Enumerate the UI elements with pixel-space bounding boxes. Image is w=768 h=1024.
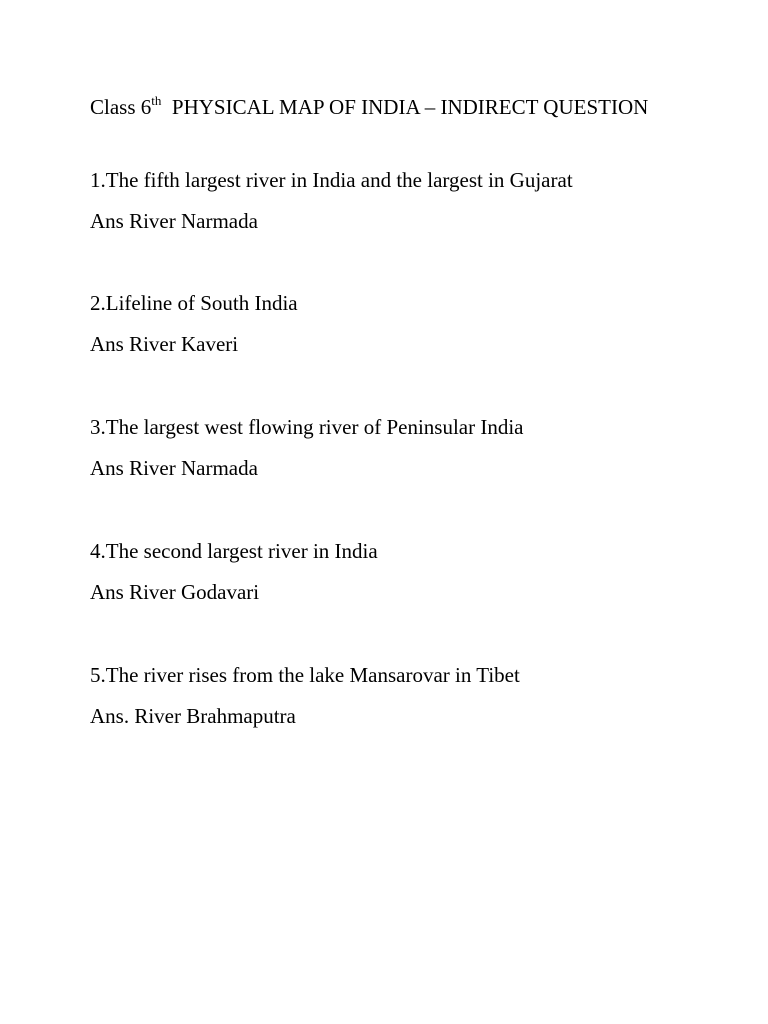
question-3: 3.The largest west flowing river of Peninsular India xyxy=(90,415,524,439)
answer-5: Ans. River Brahmaputra xyxy=(90,704,296,728)
class-suffix: th xyxy=(151,93,162,108)
answer-2: Ans River Kaveri xyxy=(90,332,239,356)
question-5: 5.The river rises from the lake Mansarovar in Tibet xyxy=(90,663,520,687)
question-2: 2.Lifeline of South India xyxy=(90,291,298,315)
question-1: 1.The fifth largest river in India and the largest in Gujarat xyxy=(90,168,573,192)
question-4: 4.The second largest river in India xyxy=(90,539,378,563)
page-title xyxy=(90,91,650,123)
class-label: Class 6 xyxy=(90,95,152,119)
answer-4: Ans River Godavari xyxy=(90,580,260,604)
answer-3: Ans River Narmada xyxy=(90,456,258,480)
title-text: PHYSICAL MAP OF INDIA – INDIRECT QUESTION xyxy=(171,95,649,119)
answer-1: Ans River Narmada xyxy=(90,209,258,233)
